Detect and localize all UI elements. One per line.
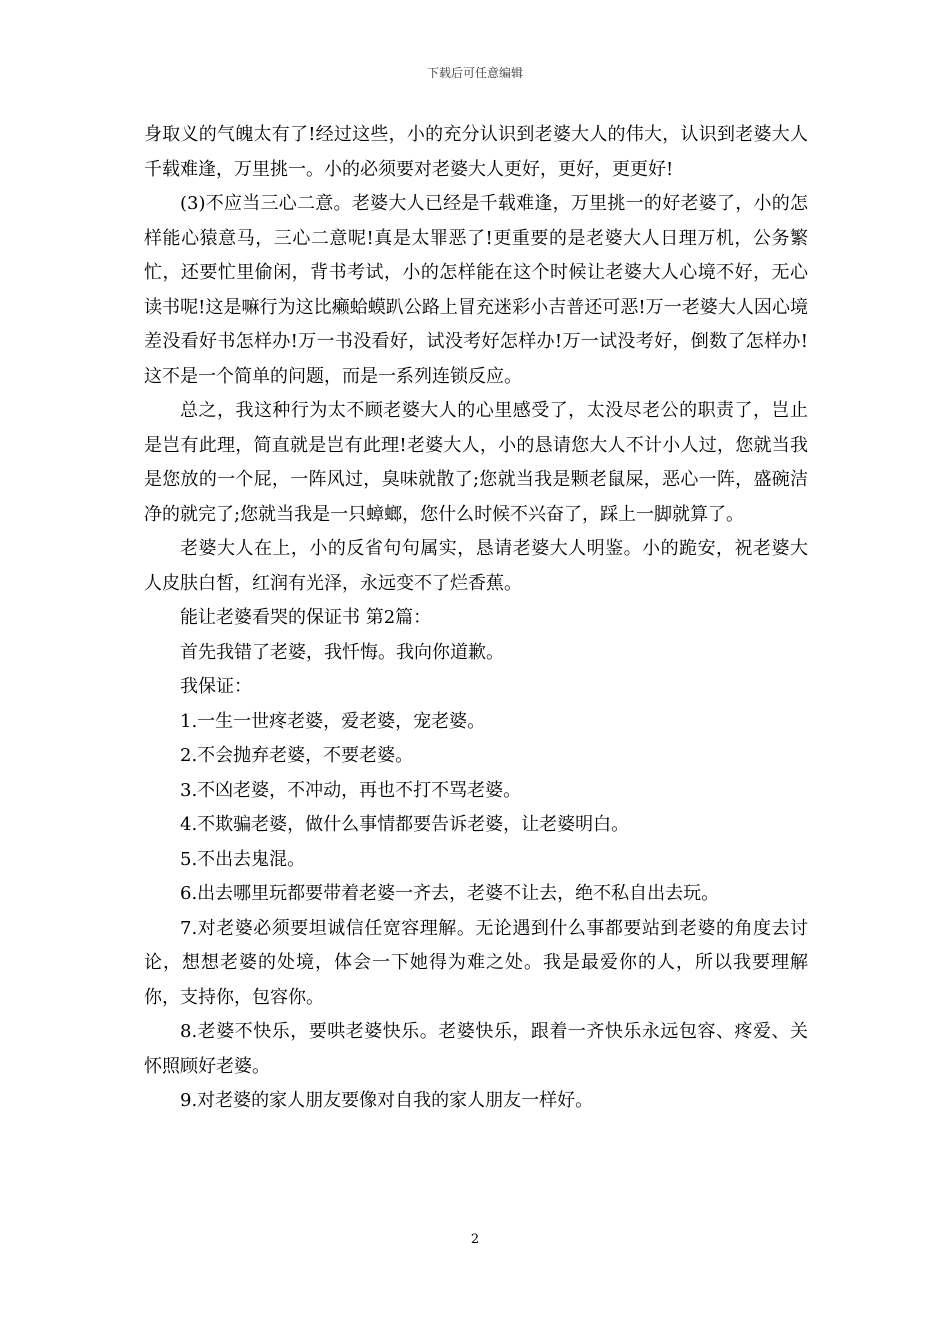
document-body — [144, 118, 808, 1119]
list-item: 9.对老婆的家人朋友要像对自我的家人朋友一样好。 — [180, 1090, 594, 1111]
list-item: 3.不凶老婆，不冲动，再也不打不骂老婆。 — [180, 779, 522, 801]
list-item: 8.老婆不快乐，要哄老婆快乐。老婆快乐，跟着一齐快乐永远包容、疼爱、关怀照顾好老婆。 — [144, 1021, 808, 1077]
paragraph: 老婆大人在上，小的反省句句属实，恳请老婆大人明鉴。小的跪安，祝老婆大人皮肤白皙，红润有光泽，永远变不了烂香蕉。 — [144, 538, 808, 594]
paragraph: 我保证： — [180, 676, 252, 697]
paragraph: (3)不应当三心二意。老婆大人已经是千载难逢，万里挑一的好老婆了，小的怎样能心猿意马，三心二意呢!真是太罪恶了!更重要的是老婆大人日理万机，公务繁忙，还要忙里偷闲，背书考试，小的怎样能在这个时候让老婆大人心境不好，无心读书呢!这是嘛行为这比癞蛤蟆趴公路上冒充迷彩小吉普还可恶!万一老婆大人因心境差没看好书怎样办!万一书没看好，试没考好怎样办!万一试没考好，倒数了怎样办!这不是一个简单的问题，而是一系列连锁反应。 — [144, 193, 808, 387]
list-item: 2.不会抛弃老婆，不要老婆。 — [180, 745, 414, 766]
list-item: 7.对老婆必须要坦诚信任宽容理解。无论遇到什么事都要站到老婆的角度去讨论，想想老婆的处境，体会一下她得为难之处。我是最爱你的人，所以我要理解你，支持你，包容你。 — [144, 917, 808, 1008]
paragraph: 总之，我这种行为太不顾老婆大人的心里感受了，太没尽老公的职责了，岂止是岂有此理，简直就是岂有此理!老婆大人，小的恳请您大人不计小人过，您就当我是您放的一个屁，一阵风过，臭味就散了;您就当我是颗老鼠屎，恶心一阵，盛碗洁净的就完了;您就当我是一只蟑螂，您什么时候不兴奋了，踩上一脚就算了。 — [144, 400, 808, 525]
section-title: 能让老婆看哭的保证书 第2篇： — [180, 607, 432, 628]
paragraph: 身取义的气魄太有了!经过这些，小的充分认识到老婆大人的伟大，认识到老婆大人千载难逢，万里挑一。小的必须要对老婆大人更好，更好，更更好! — [144, 124, 808, 180]
list-item: 1.一生一世疼老婆，爱老婆，宠老婆。 — [180, 710, 486, 732]
list-item: 4.不欺骗老婆，做什么事情都要告诉老婆，让老婆明白。 — [180, 814, 630, 835]
paragraph: 首先我错了老婆，我忏悔。我向你道歉。 — [180, 641, 504, 663]
page-header: 下载后可任意编辑 — [426, 66, 523, 80]
list-item: 6.出去哪里玩都要带着老婆一齐去，老婆不让去，绝不私自出去玩。 — [180, 883, 720, 904]
list-item: 5.不出去鬼混。 — [180, 848, 306, 870]
page-number: 2 — [470, 1232, 480, 1247]
